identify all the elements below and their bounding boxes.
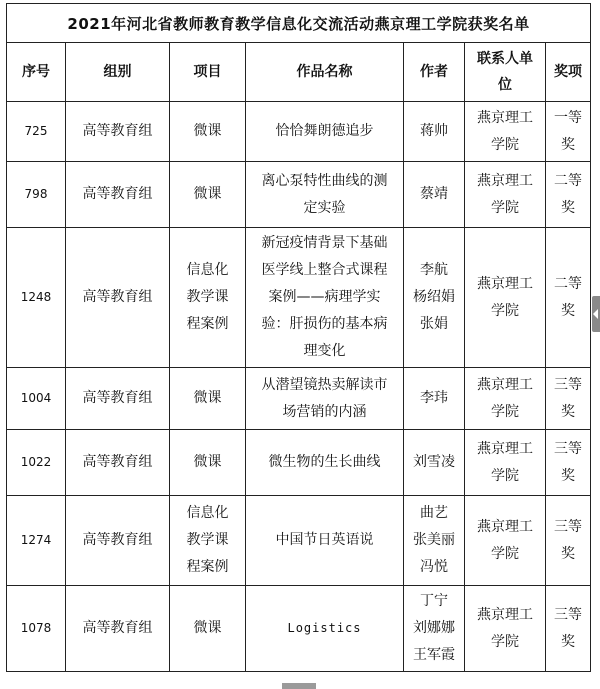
cell-unit — [465, 496, 546, 586]
project-line: 微课 — [193, 123, 222, 139]
unit-line: 学院 — [491, 302, 519, 319]
work-line: 理变化 — [303, 343, 346, 359]
table-row — [7, 586, 591, 672]
cell-unit — [465, 368, 546, 430]
header-unit — [465, 43, 546, 102]
table-body — [7, 102, 591, 672]
cell-unit — [465, 586, 546, 672]
cell-group: 高等教育组 — [66, 586, 170, 672]
cell-author — [404, 162, 465, 228]
award-table — [6, 3, 591, 672]
header-author: 作者 — [404, 43, 465, 102]
cell-project — [170, 430, 246, 496]
cell-unit — [465, 430, 546, 496]
cell-award — [546, 586, 591, 672]
cell-work — [246, 162, 404, 228]
cell-award — [546, 496, 591, 586]
project-line: 微课 — [193, 454, 222, 470]
cell-work — [246, 368, 404, 430]
cell-author — [404, 430, 465, 496]
cell-seq: 1248 — [7, 228, 66, 368]
work-line: 离心泵特性曲线的测 — [261, 172, 388, 189]
table-row — [7, 102, 591, 162]
cell-project — [170, 368, 246, 430]
unit-line: 燕京理工 — [477, 518, 533, 535]
work-line: 场营销的内涵 — [282, 403, 367, 420]
author-line: 杨绍娟 — [413, 289, 455, 305]
project-line: 教学课 — [186, 289, 229, 305]
work-line: 定实验 — [303, 199, 346, 216]
cell-group: 高等教育组 — [66, 430, 170, 496]
author-line: 刘娜娜 — [413, 620, 455, 636]
cell-award — [546, 368, 591, 430]
unit-line: 学院 — [491, 633, 519, 650]
project-line: 微课 — [193, 186, 222, 202]
unit-line: 燕京理工 — [477, 275, 533, 292]
cell-project — [170, 586, 246, 672]
cell-unit — [465, 228, 546, 368]
award-line: 奖 — [561, 136, 576, 153]
author-line: 刘雪凌 — [413, 454, 455, 470]
unit-line: 学院 — [491, 136, 519, 153]
cell-author — [404, 368, 465, 430]
side-panel-toggle-icon[interactable] — [592, 296, 600, 332]
project-line: 信息化 — [186, 262, 229, 278]
cell-project — [170, 496, 246, 586]
scroll-thumb[interactable] — [282, 683, 316, 689]
author-line: 张美丽 — [413, 532, 455, 548]
cell-project — [170, 162, 246, 228]
unit-line: 燕京理工 — [477, 376, 533, 393]
award-line: 二等 — [554, 275, 583, 292]
award-line: 三等 — [554, 440, 583, 457]
award-line: 三等 — [554, 606, 583, 623]
cell-work — [246, 496, 404, 586]
project-line: 程案例 — [186, 316, 229, 332]
award-line: 三等 — [554, 376, 583, 393]
unit-line: 燕京理工 — [477, 440, 533, 457]
award-line: 奖 — [561, 633, 576, 650]
cell-seq: 725 — [7, 102, 66, 162]
project-line: 微课 — [193, 390, 222, 406]
cell-work — [246, 102, 404, 162]
cell-work — [246, 228, 404, 368]
project-line: 程案例 — [186, 559, 229, 575]
unit-line: 学院 — [491, 545, 519, 562]
cell-group: 高等教育组 — [66, 228, 170, 368]
cell-work — [246, 430, 404, 496]
project-line: 信息化 — [186, 505, 229, 521]
cell-seq: 1004 — [7, 368, 66, 430]
unit-line: 燕京理工 — [477, 172, 533, 189]
header-row — [7, 43, 591, 102]
cell-award — [546, 228, 591, 368]
award-document — [6, 3, 590, 672]
cell-award — [546, 102, 591, 162]
cell-seq: 1022 — [7, 430, 66, 496]
author-line: 李航 — [420, 262, 448, 278]
cell-unit — [465, 162, 546, 228]
unit-line: 燕京理工 — [477, 109, 533, 126]
cell-author — [404, 496, 465, 586]
work-line: 医学线上整合式课程 — [261, 262, 388, 278]
table-row — [7, 228, 591, 368]
table-row — [7, 430, 591, 496]
cell-seq: 1274 — [7, 496, 66, 586]
project-line: 微课 — [193, 620, 222, 636]
header-seq: 序号 — [7, 43, 66, 102]
award-line: 奖 — [561, 302, 576, 319]
project-line: 教学课 — [186, 532, 229, 548]
unit-line: 燕京理工 — [477, 606, 533, 623]
cell-group: 高等教育组 — [66, 162, 170, 228]
cell-group: 高等教育组 — [66, 368, 170, 430]
unit-line: 学院 — [491, 467, 519, 484]
cell-award — [546, 162, 591, 228]
work-line: 中国节日英语说 — [275, 532, 374, 548]
unit-line: 学院 — [491, 199, 519, 216]
author-line: 李玮 — [420, 390, 448, 406]
award-line: 一等 — [554, 109, 583, 126]
cell-seq: 798 — [7, 162, 66, 228]
header-unit-line: 位 — [498, 77, 512, 93]
header-work: 作品名称 — [246, 43, 404, 102]
header-project: 项目 — [170, 43, 246, 102]
award-line: 二等 — [554, 172, 583, 189]
work-line: Logistics — [287, 621, 362, 635]
header-group: 组别 — [66, 43, 170, 102]
work-line: 案例——病理学实 — [268, 289, 381, 305]
work-line: 新冠疫情背景下基础 — [261, 235, 388, 251]
cell-unit — [465, 102, 546, 162]
table-row — [7, 162, 591, 228]
cell-project — [170, 102, 246, 162]
work-line: 从潜望镜热卖解读市 — [261, 376, 388, 393]
award-line: 三等 — [554, 518, 583, 535]
award-line: 奖 — [561, 467, 576, 484]
header-unit-line: 联系人单 — [477, 51, 533, 67]
cell-author — [404, 586, 465, 672]
award-line: 奖 — [561, 199, 576, 216]
author-line: 张娟 — [420, 316, 448, 332]
cell-author — [404, 102, 465, 162]
cell-seq: 1078 — [7, 586, 66, 672]
table-row — [7, 496, 591, 586]
work-line: 恰恰舞朗德追步 — [275, 123, 374, 139]
author-line: 蔡靖 — [420, 186, 448, 202]
cell-work — [246, 586, 404, 672]
author-line: 王军霞 — [413, 647, 455, 663]
header-award: 奖项 — [546, 43, 591, 102]
award-line: 奖 — [561, 403, 576, 420]
table-title: 2021年河北省教师教育教学信息化交流活动燕京理工学院获奖名单 — [7, 4, 591, 43]
author-line: 冯悦 — [420, 559, 448, 575]
author-line: 曲艺 — [420, 505, 448, 521]
award-line: 奖 — [561, 545, 576, 562]
author-line: 丁宁 — [420, 593, 448, 609]
cell-project — [170, 228, 246, 368]
work-line: 微生物的生长曲线 — [268, 454, 381, 470]
unit-line: 学院 — [491, 403, 519, 420]
cell-author — [404, 228, 465, 368]
work-line: 验：肝损伤的基本病 — [261, 316, 388, 332]
table-row — [7, 368, 591, 430]
cell-group: 高等教育组 — [66, 102, 170, 162]
author-line: 蒋帅 — [420, 123, 448, 139]
cell-group: 高等教育组 — [66, 496, 170, 586]
cell-award — [546, 430, 591, 496]
